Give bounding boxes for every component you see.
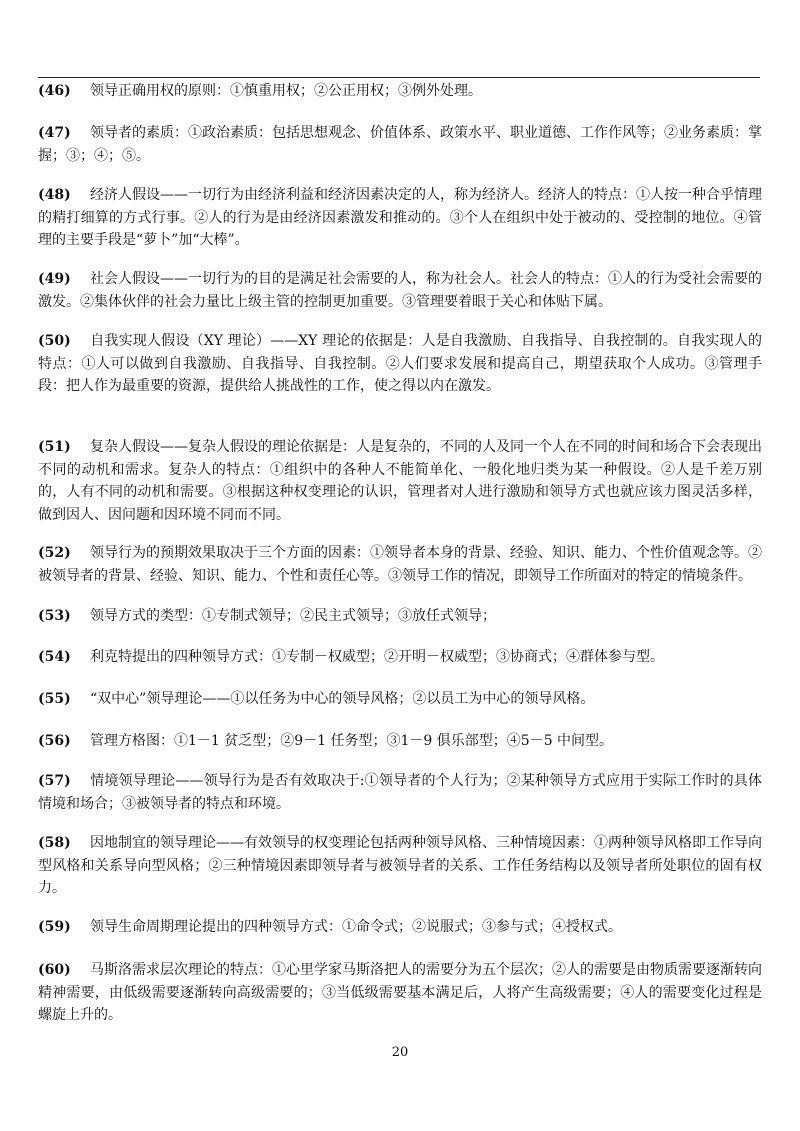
- item-number: (50): [38, 333, 71, 349]
- item-text: 领导生命周期理论提出的四种领导方式：①命令式；②说服式；③参与式；④授权式。: [90, 919, 622, 935]
- item-number: (58): [38, 835, 71, 851]
- item-text: 因地制宜的领导理论——有效领导的权变理论包括两种领导风格、三种情境因素：①两种领导风格即工作导向型风格和关系导向型风格；②三种情境因素即领导者与被领导者的关系、工作任务结构以及领导者所处职位的固有权力。: [38, 835, 762, 896]
- paragraph-58: [38, 832, 762, 900]
- item-number: (56): [38, 733, 71, 749]
- item-text: 情境领导理论——领导行为是否有效取决于:①领导者的个人行为；②某种领导方式应用于实际工作时的具体情境和场合；③被领导者的特点和环境。: [38, 773, 762, 812]
- item-text: 领导正确用权的原则：①慎重用权；②公正用权；③例外处理。: [90, 83, 482, 99]
- paragraph-52: [38, 542, 762, 587]
- item-number: (59): [38, 919, 71, 935]
- paragraph-56: [38, 730, 762, 753]
- item-text: 领导者的素质：①政治素质：包括思想观念、价值体系、政策水平、职业道德、工作作风等；②业务素质：掌握；③；④；⑤。: [38, 125, 762, 164]
- item-number: (48): [38, 187, 71, 203]
- paragraph-59: [38, 916, 762, 939]
- item-text: 社会人假设——一切行为的目的是满足社会需要的人，称为社会人。社会人的特点：①人的行为受社会需要的激发。②集体伙伴的社会力量比上级主管的控制更加重要。③管理要着眼于关心和体贴下属。: [38, 271, 762, 310]
- item-number: (46): [38, 83, 71, 99]
- paragraph-51: [38, 436, 762, 526]
- item-text: 领导方式的类型：①专制式领导；②民主式领导；③放任式领导；: [90, 608, 496, 624]
- item-text: 利克特提出的四种领导方式：①专制－权威型；②开明－权威型；③协商式；④群体参与型。: [90, 649, 664, 665]
- item-text: 复杂人假设——复杂人假设的理论依据是：人是复杂的，不同的人及同一个人在不同的时间和场合下会表现出不同的动机和需求。复杂人的特点：①组织中的各种人不能简单化、一般化地归类为某一种假设。②人是千差万别的，人有不同的动机和需要。③根据这种权变理论的认识，管理者对人进行激励和领导方式也就应该力图灵活多样，做到因人、因问题和因环境不同而不同。: [38, 439, 762, 523]
- paragraph-48: [38, 184, 762, 252]
- item-number: (54): [38, 649, 71, 665]
- paragraph-60: [38, 959, 762, 1027]
- item-number: (53): [38, 608, 71, 624]
- paragraph-53: [38, 605, 762, 628]
- paragraph-50: [38, 330, 762, 398]
- item-text: 自我实现人假设（XY 理论）——XY 理论的依据是：人是自我激励、自我指导、自我控制的。自我实现人的特点：①人可以做到自我激励、自我指导、自我控制。②人们要求发展和提高自己，期望获取个人成功。③管理手段：把人作为最重要的资源，提供给人挑战性的工作，使之得以内在激发。: [38, 333, 762, 394]
- page-number: 20: [391, 1045, 409, 1060]
- item-text: 经济人假设——一切行为由经济利益和经济因素决定的人，称为经济人。经济人的特点：①人按一种合乎情理的精打细算的方式行事。②人的行为是由经济因素激发和推动的。③个人在组织中处于被动的、受控制的地位。④管理的主要手段是“萝卜”加“大棒”。: [38, 187, 762, 248]
- item-text: 领导行为的预期效果取决于三个方面的因素：①领导者本身的背景、经验、知识、能力、个性价值观念等。②被领导者的背景、经验、知识、能力、个性和责任心等。③领导工作的情况，即领导工作所面对的特定的情境条件。: [38, 545, 762, 584]
- item-number: (49): [38, 271, 71, 287]
- item-text: 马斯洛需求层次理论的特点：①心里学家马斯洛把人的需要分为五个层次；②人的需要是由物质需要逐渐转向精神需要，由低级需要逐渐转向高级需要的；③当低级需要基本满足后，人将产生高级需要；④人的需要变化过程是螺旋上升的。: [38, 962, 762, 1023]
- item-text: “双中心”领导理论——①以任务为中心的领导风格；②以员工为中心的领导风格。: [90, 691, 595, 707]
- item-number: (60): [38, 962, 71, 978]
- paragraph-46: [38, 80, 762, 103]
- paragraph-55: [38, 688, 762, 711]
- item-number: (52): [38, 545, 71, 561]
- paragraph-49: [38, 268, 762, 313]
- item-number: (51): [38, 439, 71, 455]
- item-number: (47): [38, 125, 71, 141]
- item-text: 管理方格图：①1－1 贫乏型；②9－1 任务型；③1－9 俱乐部型；④5－5 中间型。: [90, 733, 614, 749]
- item-number: (55): [38, 691, 71, 707]
- paragraph-47: [38, 122, 762, 167]
- item-number: (57): [38, 773, 71, 789]
- header-rule: [38, 77, 760, 78]
- paragraph-54: [38, 646, 762, 669]
- paragraph-57: [38, 770, 762, 815]
